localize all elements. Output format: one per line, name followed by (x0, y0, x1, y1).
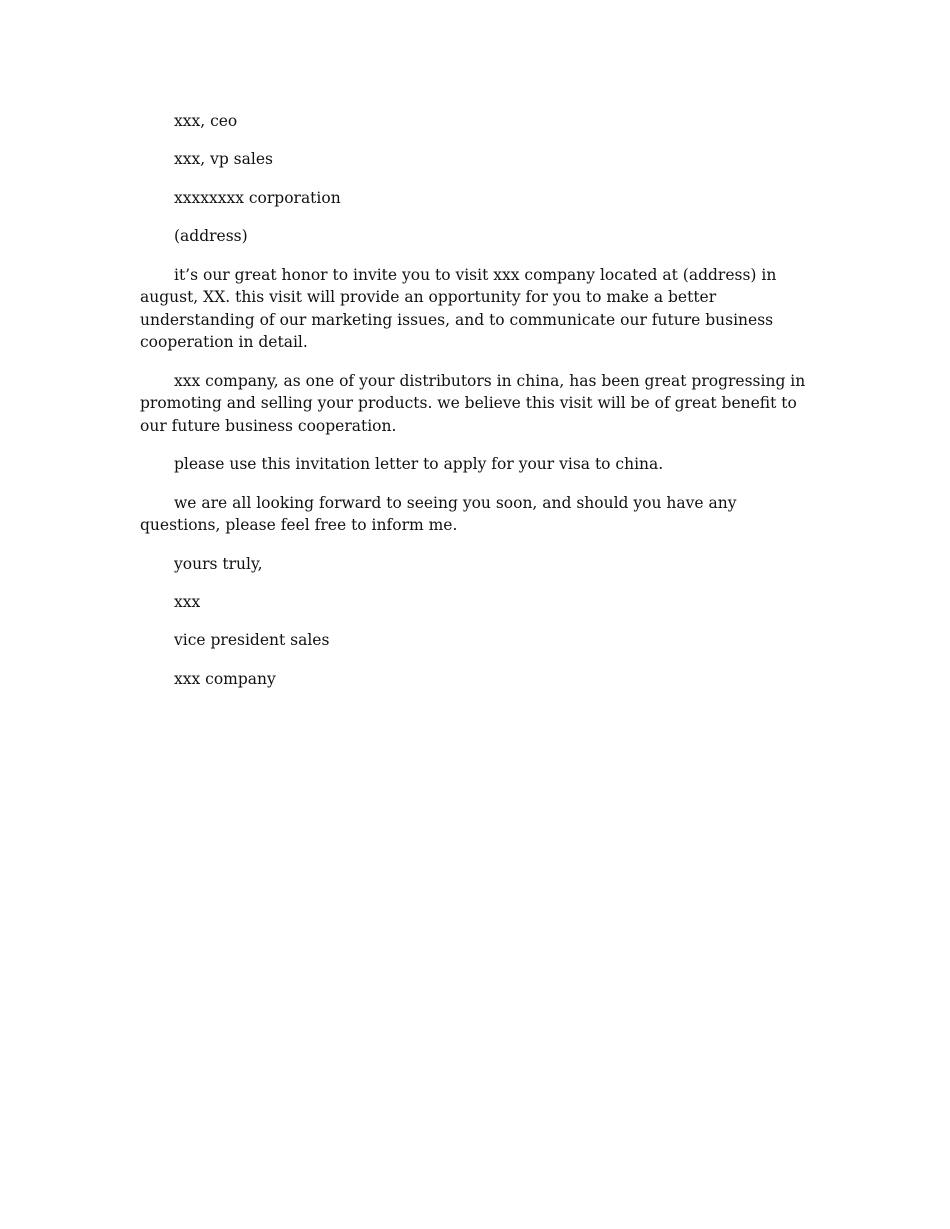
body-paragraph-distributor: xxx company, as one of your distributors in china, has been great progressing in promoting and selling your products. we believe this visit will be of great benefit to our future business cooperation. (140, 371, 806, 435)
recipient-name-line: xxx, ceo (174, 112, 238, 130)
signatory-title: vice president sales (174, 631, 330, 650)
signatory-company: xxx company (174, 669, 276, 688)
closing-salutation: yours truly, (174, 554, 263, 573)
body-paragraph-invitation: it’s our great honor to invite you to visit xxx company located at (address) in august, XX. this visit will provide an opportunity for you to make a better understanding of our marketing issues, and to communicate our future business cooperation in detail. (140, 265, 777, 352)
recipient-address-line: (address) (174, 227, 248, 246)
body-paragraph-visa: please use this invitation letter to apply for your visa to china. (174, 455, 664, 474)
recipient-second-name-line: xxx, vp sales (174, 150, 273, 169)
recipient-company-line: xxxxxxxx corporation (174, 188, 341, 207)
invitation-letter (140, 110, 810, 706)
body-paragraph-closing-remarks: we are all looking forward to seeing you soon, and should you have any questions, please feel free to inform me. (140, 493, 737, 535)
signatory-name: xxx (174, 593, 201, 612)
